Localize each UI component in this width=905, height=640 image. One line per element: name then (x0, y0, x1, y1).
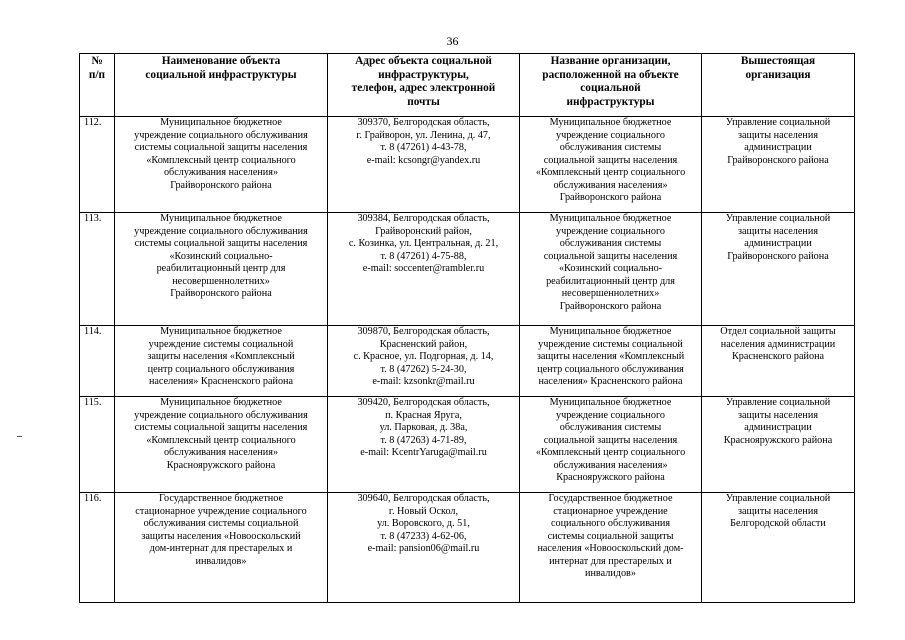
address-cell-line: Грайворонский район, (375, 225, 472, 237)
parent-organization-cell-line: защиты населения (737, 505, 819, 517)
parent-organization-cell-line: защиты населения (737, 409, 819, 421)
object-name-cell-line: обслуживания населения» (163, 167, 279, 178)
organization-cell-line: социальной защиты населения (543, 154, 678, 166)
object-name-cell-line: «Комплексный центр социального (146, 154, 296, 166)
address-cell-line: 309384, Белгородская область, (357, 213, 490, 224)
parent-organization-cell-line: администрации (744, 422, 812, 433)
address-cell-line: 309370, Белгородская область, (357, 117, 490, 128)
object-name-cell-line: дом-интернат для престарелых и (149, 543, 293, 554)
object-name-cell-line: учреждение системы социальной (148, 338, 294, 350)
address-cell-line: т. 8 (47233) 4-62-06, (380, 530, 467, 542)
address-cell (328, 117, 520, 213)
header-object-name-line: Наименование объекта (161, 55, 281, 67)
header-address-line: инфраструктуры, (378, 68, 469, 81)
object-name-cell-line: защиты населения «Новооскольский (141, 530, 301, 542)
parent-organization-cell-line: Управление социальной (725, 493, 831, 504)
address-cell (328, 213, 520, 326)
parent-organization-cell-line: Краснояружского района (723, 434, 833, 446)
parent-organization-cell-line: администрации (744, 238, 812, 249)
parent-organization-cell-line: населения администрации (720, 338, 836, 350)
address-cell-line: т. 8 (47262) 5-24-30, (380, 363, 467, 375)
address-cell-line: с. Красное, ул. Подгорная, д. 14, (353, 351, 494, 362)
address-cell-line: e-mail: soccenter@rambler.ru (362, 263, 485, 274)
table-row (80, 493, 855, 603)
object-name-cell-line: системы социальной защиты населения (134, 422, 308, 433)
object-name-cell-line: защиты населения «Комплексный (147, 351, 295, 362)
address-cell-line: e-mail: pansion06@mail.ru (367, 543, 480, 554)
address-cell (328, 397, 520, 493)
parent-organization-cell (702, 493, 855, 603)
header-parent-organization (702, 54, 855, 117)
address-cell-line: т. 8 (47263) 4-71-89, (380, 434, 467, 446)
organization-cell-line: Государственное бюджетное (548, 493, 673, 504)
object-name-cell-line: обслуживания системы социальной (143, 518, 299, 529)
address-cell-line: ул. Воровского, д. 51, (377, 518, 470, 529)
organization-cell-line: социальной защиты населения (543, 250, 678, 262)
header-organization-line: Название организации, (550, 55, 671, 67)
organization-cell (520, 213, 702, 326)
address-cell-line: г. Грайворон, ул. Ленина, д. 47, (356, 129, 491, 141)
organization-cell-line: «Козинский социально- (558, 263, 663, 274)
object-name-cell-line: обслуживания населения» (163, 447, 279, 458)
organization-cell-line: Грайворонского района (559, 300, 662, 312)
object-name-cell-line: несовершеннолетних» (172, 275, 270, 287)
parent-organization-cell (702, 397, 855, 493)
organization-cell-line: обслуживания системы (559, 422, 662, 433)
object-name-cell-line: учреждение социального обслуживания (134, 409, 308, 421)
organization-cell-line: «Комплексный центр социального (535, 167, 686, 178)
parent-organization-cell-line: защиты населения (737, 225, 819, 237)
organization-cell-line: учреждение системы социальной (538, 338, 683, 350)
header-organization-line: инфраструктуры (566, 95, 655, 108)
object-name-cell-line: реабилитационный центр для (156, 263, 286, 274)
parent-organization-cell-line: защиты населения (737, 129, 819, 141)
table-row (80, 397, 855, 493)
organization-cell-line: несовершеннолетних» (561, 288, 660, 299)
organization-cell-line: социальной защиты населения (543, 434, 678, 446)
address-cell (328, 493, 520, 603)
organization-cell-line: населения «Новооскольский дом- (537, 543, 684, 554)
address-cell-line: т. 8 (47261) 4-43-78, (380, 142, 467, 153)
header-parent-organization-line: Вышестоящая (740, 55, 816, 67)
address-cell-line: п. Красная Яруга, (385, 409, 462, 421)
address-cell-line: e-mail: KcentrYaruga@mail.ru (360, 447, 487, 458)
row-number: 112. (80, 117, 115, 213)
header-object-name (115, 54, 328, 117)
object-name-cell (115, 117, 328, 213)
object-name-cell-line: инвалидов» (195, 555, 247, 567)
object-name-cell-line: «Козинский социально- (169, 250, 273, 262)
address-cell-line: 309870, Белгородская область, (357, 326, 490, 337)
page-number: 36 (446, 34, 459, 48)
row-number: 115. (80, 397, 115, 493)
object-name-cell-line: учреждение социального обслуживания (134, 129, 308, 141)
address-cell (328, 326, 520, 397)
organization-cell-line: защиты населения «Комплексный (536, 351, 685, 362)
parent-organization-cell-line: Управление социальной (725, 213, 831, 224)
object-name-cell-line: «Комплексный центр социального (146, 434, 296, 446)
organization-cell-line: системы социальной защиты (547, 530, 674, 542)
margin-mark (17, 436, 22, 437)
object-name-cell-line: Грайворонского района (170, 179, 272, 191)
object-name-cell-line: Государственное бюджетное (159, 493, 283, 504)
address-cell-line: 309420, Белгородская область, (357, 397, 490, 408)
address-cell-line: e-mail: kcsongr@yandex.ru (366, 154, 481, 166)
object-name-cell-line: Муниципальное бюджетное (160, 326, 282, 337)
header-parent-organization-line: организация (745, 68, 811, 81)
table-header-row (80, 54, 855, 117)
organization-cell-line: реабилитационный центр для (546, 275, 675, 287)
address-cell-line: г. Новый Оскол, (388, 505, 459, 517)
object-name-cell (115, 397, 328, 493)
header-address (328, 54, 520, 117)
address-cell-line: e-mail: kzsonkr@mail.ru (372, 376, 475, 387)
header-address-line: почты (407, 95, 440, 108)
organization-cell-line: населения» Красненского района (538, 376, 683, 387)
header-organization-line: расположенной на объекте (542, 68, 679, 81)
address-cell-line: Красненский район, (379, 338, 468, 350)
object-name-cell-line: населения» Красненского района (148, 376, 294, 387)
table-row (80, 326, 855, 397)
parent-organization-cell-line: Грайворонского района (727, 154, 829, 166)
object-name-cell (115, 213, 328, 326)
organization-cell-line: «Комплексный центр социального (535, 447, 686, 458)
object-name-cell-line: Краснояружского района (166, 459, 276, 471)
organization-cell-line: учреждение социального (556, 225, 665, 237)
object-name-cell-line: Муниципальное бюджетное (160, 213, 282, 224)
object-name-cell-line: Муниципальное бюджетное (160, 117, 282, 128)
table-body (80, 117, 855, 603)
table-row (80, 117, 855, 213)
social-infrastructure-table (79, 53, 855, 603)
address-cell-line: т. 8 (47261) 4-75-88, (380, 250, 467, 262)
address-cell-line: 309640, Белгородская область, (357, 493, 490, 504)
object-name-cell-line: системы социальной защиты населения (134, 142, 308, 153)
parent-organization-cell (702, 213, 855, 326)
header-organization (520, 54, 702, 117)
organization-cell-line: обслуживания населения» (553, 179, 668, 191)
organization-cell-line: Муниципальное бюджетное (549, 326, 672, 337)
parent-organization-cell-line: администрации (744, 142, 812, 153)
object-name-cell-line: стационарное учреждение социального (135, 505, 307, 517)
organization-cell (520, 493, 702, 603)
parent-organization-cell-line: Отдел социальной защиты (720, 326, 836, 337)
header-organization-line: социальной (580, 82, 641, 95)
organization-cell-line: учреждение социального (556, 129, 665, 141)
parent-organization-cell-line: Управление социальной (725, 117, 831, 128)
object-name-cell-line: учреждение социального обслуживания (134, 225, 308, 237)
organization-cell-line: центр социального обслуживания (537, 363, 684, 375)
organization-cell-line: Грайворонского района (559, 192, 662, 203)
organization-cell (520, 326, 702, 397)
organization-cell-line: обслуживания населения» (553, 459, 668, 471)
object-name-cell-line: Грайворонского района (170, 288, 272, 299)
address-cell-line: с. Козинка, ул. Центральная, д. 21, (348, 238, 499, 249)
organization-cell (520, 117, 702, 213)
header-address-line: Адрес объекта социальной (355, 55, 492, 67)
table-row (80, 213, 855, 326)
row-number: 114. (80, 326, 115, 397)
parent-organization-cell (702, 117, 855, 213)
row-number: 116. (80, 493, 115, 603)
address-cell-line: ул. Парковая, д. 38а, (379, 422, 468, 433)
parent-organization-cell-line: Управление социальной (725, 397, 831, 408)
organization-cell-line: стационарное учреждение (553, 505, 668, 517)
organization-cell-line: Краснояружского района (556, 472, 665, 483)
header-number-line: п/п (88, 68, 106, 81)
object-name-cell (115, 326, 328, 397)
parent-organization-cell-line: Грайворонского района (727, 250, 829, 262)
organization-cell-line: Муниципальное бюджетное (549, 117, 672, 128)
header-number-line: № (91, 55, 103, 67)
object-name-cell-line: центр социального обслуживания (147, 363, 295, 375)
header-object-name-line: социальной инфраструктуры (145, 68, 297, 81)
organization-cell (520, 397, 702, 493)
organization-cell-line: социального обслуживания (550, 518, 671, 529)
object-name-cell-line: Муниципальное бюджетное (160, 397, 282, 408)
object-name-cell (115, 493, 328, 603)
parent-organization-cell-line: Белгородской области (730, 518, 826, 529)
organization-cell-line: Муниципальное бюджетное (549, 397, 672, 408)
row-number: 113. (80, 213, 115, 326)
organization-cell-line: обслуживания системы (559, 238, 662, 249)
parent-organization-cell-line: Красненского района (731, 351, 825, 362)
parent-organization-cell (702, 326, 855, 397)
organization-cell-line: обслуживания системы (559, 142, 662, 153)
organization-cell-line: инвалидов» (585, 568, 636, 579)
organization-cell-line: учреждение социального (556, 409, 665, 421)
organization-cell-line: Муниципальное бюджетное (549, 213, 672, 224)
header-number (80, 54, 115, 117)
object-name-cell-line: системы социальной защиты населения (134, 238, 308, 249)
header-address-line: телефон, адрес электронной (351, 82, 496, 95)
organization-cell-line: интернат для престарелых и (549, 555, 672, 567)
